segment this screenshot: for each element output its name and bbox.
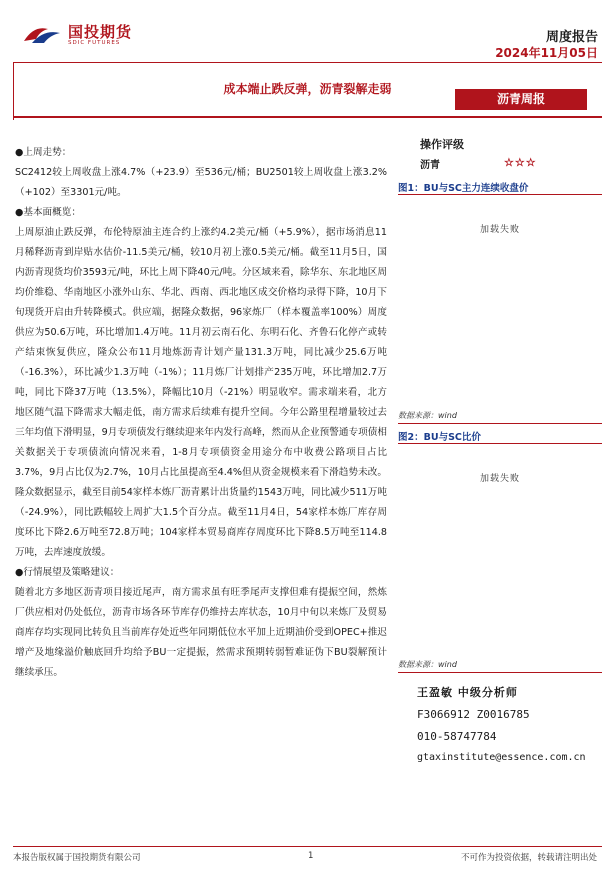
header-divider [13, 62, 602, 63]
figure-2-title: 图2：BU与SC比价 [398, 432, 481, 443]
logo-name-en: SDIC FUTURES [68, 39, 121, 46]
analyst-phone: 010-58747784 [417, 730, 497, 743]
figure-2-source-divider [398, 672, 602, 673]
section-heading: ●基本面概览： [15, 207, 81, 218]
figure-1-load-failed: 加载失败 [479, 225, 520, 235]
analyst-cert: F3066912 Z0016785 [417, 708, 530, 721]
figure-1-source: 数据来源：wind [398, 411, 457, 420]
section-text: SC2412较上周收盘上涨4.7%（+23.9）至536元/桶；BU2501较上周收盘上涨3.2%（+102）至3301元/吨。 [15, 167, 387, 198]
report-type: 周度报告 [545, 30, 598, 45]
rating-row [420, 156, 550, 171]
logo-mark-icon [22, 23, 62, 47]
page-number: 1 [308, 851, 314, 861]
report-tag: 沥青周报 [455, 89, 587, 110]
section-heading: ●上周走势： [15, 147, 72, 158]
section-text: 上周原油止跌反弹，布伦特原油主连合约上涨约4.2美元/桶（+5.9%），据市场消息11月稀释沥青到岸贴水估价-11.5美元/桶，较10月初上涨0.5美元/桶。截至11月5日，国内沥青现货均价3593元/吨，环比上周下降40元/吨。分区域来看，除华东、东北地区周均价维稳、华南地区小涨外山东、华北、西南、西北地区成交价格均录得下降，10月下旬现货开启由升转降模式。供应端，据隆众数据，96家炼厂（样本覆盖率100%）周度供应为50.6万吨，环比增加1.4万吨。11月初云南石化、东明石化、齐鲁石化停产或转产结束恢复供应，隆众公布11月地炼沥青计划产量131.3万吨，同比减少25.6万吨（-16.3%），环比减少1.3万吨（-1%）；11月炼厂计划排产235万吨，环比增加2.7万吨，同比下降37万吨（13.5%），降幅比10月（-21%）明显收窄。需求端来看，北方地区随气温下降需求大幅走低，南方需求后续难有提升空间。今年公路里程增量较过去三年均值下滑明显，9月专项债发行继续迎来年内发行高峰，然而从企业预警通专项债相关数据关于专项债流向情况来看，1-8月专项债资金用途分布中收费公路项目占比3.7%，9月占比仅为2.7%，10月占比虽提高至4.4%但从资金规模来看下滑趋势未改。隆众数据显示，截至目前54家样本炼厂沥青累计出货量约1543万吨，同比减少511万吨（-24.9%），同比跌幅较上周扩大1.5个百分点。截至11月4日，54家样本炼厂库存周度环比下降2.6万吨至72.8万吨；104家样本贸易商库存周度环比下降8.5万吨至114.8万吨，去库速度放缓。 [15, 227, 387, 558]
figure-1-source-divider [398, 423, 602, 424]
report-title: 成本端止跌反弹，沥青裂解走弱 [223, 82, 392, 96]
figure-1-title: 图1：BU与SC主力连续收盘价 [398, 183, 529, 194]
section-heading: ●行情展望及策略建议： [15, 567, 120, 578]
title-divider [13, 116, 602, 118]
figure-2-load-failed: 加载失败 [479, 474, 520, 484]
logo-name-cn: 国投期货 [68, 22, 133, 41]
footer-disclaimer: 不可作为投资依据，转载请注明出处 [460, 853, 597, 863]
rating-stars: ☆☆☆ [504, 156, 537, 169]
rating-product: 沥青 [420, 160, 440, 171]
figure-2-divider [398, 443, 602, 444]
footer-divider [13, 846, 602, 847]
figure-2-source: 数据来源：wind [398, 660, 457, 669]
section-text: 随着北方多地区沥青项目接近尾声，南方需求虽有旺季尾声支撑但难有提振空间，然炼厂供应相对仍处低位，沥青市场各环节库存仍维持去库状态，10月中旬以来炼厂及贸易商库存均实现同比转负且当前库存处近些年同期低位水平加上近期油价受到OPEC+推迟增产及地缘溢价触底回升均给予BU一定提振，然需求预期转弱暂难证伪下BU裂解预计继续承压。 [15, 587, 387, 678]
report-date: 2024年11月05日 [495, 46, 598, 60]
footer-copyright: 本报告版权属于国投期货有限公司 [13, 853, 141, 863]
analyst-name: 王盈敏 中级分析师 [417, 686, 518, 699]
main-text [15, 143, 387, 683]
rating-title: 操作评级 [420, 138, 464, 151]
analyst-email: gtaxinstitute@essence.com.cn [417, 752, 586, 763]
company-logo [22, 22, 132, 48]
figure-1-divider [398, 194, 602, 195]
